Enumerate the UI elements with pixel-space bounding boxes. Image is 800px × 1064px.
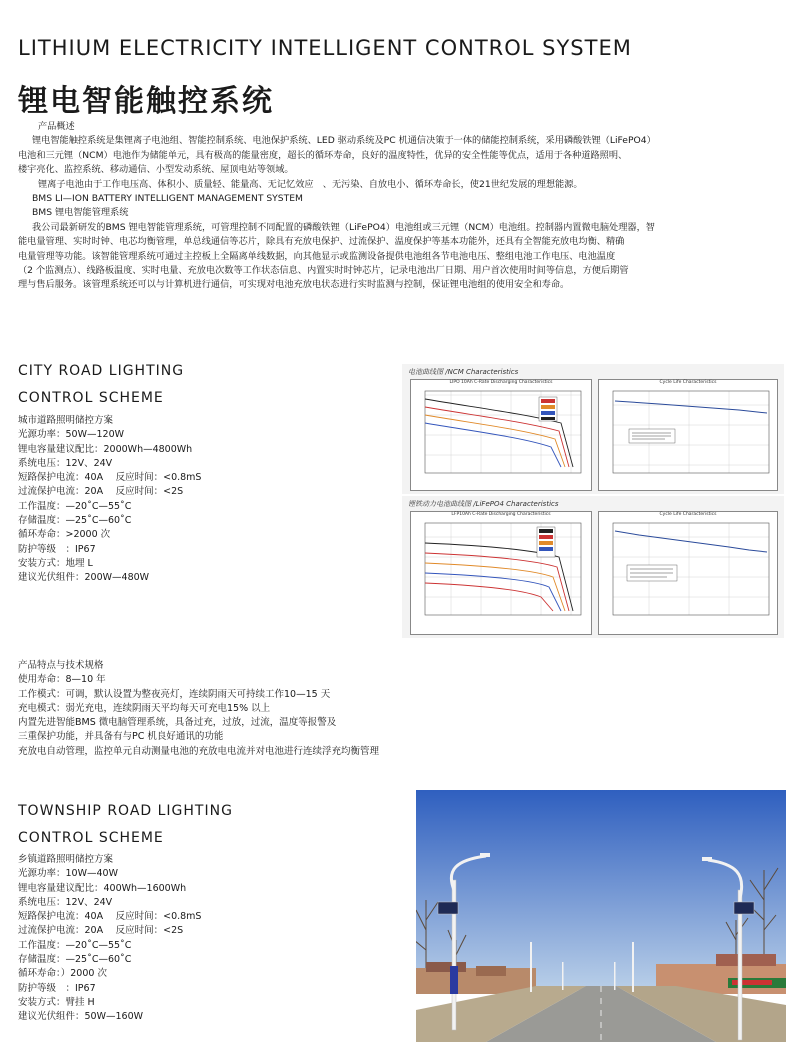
spec-line: 城市道路照明储控方案	[18, 415, 114, 426]
ncm-chart-title: 电池曲线图 /NCM Characteristics	[408, 368, 519, 376]
ncm-discharge-chart	[410, 379, 592, 491]
bms-heading-english: BMS LI—ION BATTERY INTELLIGENT MANAGEMENT SYSTEM	[32, 193, 303, 205]
lfp-cycle-chart	[598, 511, 778, 635]
spec-line: 短路保护电流：40A 反应时间：<0.8mS	[18, 472, 202, 484]
spec-line: 乡镇道路照明储控方案	[18, 854, 114, 865]
spec-line: 循环寿命：）2000 次	[18, 968, 107, 980]
feature-line: 充放电自动管理，监控单元自动测量电池的充放电电流并对电池进行连续浮充均衡管理	[18, 745, 380, 757]
bms-paragraph-line: （2 个监测点）、线路板温度、实时电量、充放电次数等工作状态信息、内置实时时钟芯片，记录电池出厂日期、用户首次使用时间等信息，方便后期管	[18, 265, 629, 277]
spec-line: 锂电容量建议配比：2000Wh—4800Wh	[18, 443, 193, 455]
ncm-cycle-plot	[599, 385, 777, 485]
spec-line: 工作温度：—20˚C—55˚C	[18, 939, 132, 951]
lfp-discharge-caption: LFP10Ah C-Rate Discharging Characteristics	[451, 512, 551, 517]
spec-line: 防护等级 ：IP67	[18, 982, 96, 994]
bms-paragraph-line: 理与售后服务。该管理系统还可以与计算机进行通信，可实现对电池充放电状态进行实时监测与控制，保证锂电池组的使用安全和寿命。	[18, 279, 570, 291]
lfp-chart-panel	[402, 496, 784, 638]
lfp-discharge-chart	[410, 511, 592, 635]
spec-line: 光源功率：10W—40W	[18, 868, 118, 880]
city-heading	[18, 358, 184, 412]
feature-line: 工作模式：可调，默认设置为整夜亮灯，连续阴雨天可持续工作10—15 天	[18, 688, 331, 700]
features-section	[18, 659, 379, 759]
advantages-paragraph: 锂离子电池由于工作电压高、体积小、质量轻、能量高、无记忆效应 、无污染、自放电小、循环寿命长，使21世纪发展的理想能源。	[38, 178, 583, 190]
spec-line: 短路保护电流：40A 反应时间：<0.8mS	[18, 911, 202, 923]
lfp-cycle-caption: Cycle Life Characteristics	[659, 512, 717, 517]
spec-line: 循环寿命：>2000 次	[18, 529, 111, 541]
intro-section	[18, 120, 778, 293]
feature-line: 三重保护功能，并具备有与PC 机良好通讯的功能	[18, 731, 224, 743]
feature-line: 内置先进智能BMS 微电脑管理系统，具备过充，过放，过流，温度等报警及	[18, 717, 337, 729]
city-spec-list	[18, 414, 201, 586]
spec-line: 工作温度：—20˚C—55˚C	[18, 500, 132, 512]
feature-line: 使用寿命：8—10 年	[18, 674, 106, 686]
spec-line: 过流保护电流：20A 反应时间：<2S	[18, 486, 184, 498]
overview-heading: 产品概述	[38, 121, 75, 132]
bms-paragraph-line: 能电量管理、实时时钟、电芯均衡管理，单总线通信等芯片，除具有充放电保护、过流保护、温度保护等基本功能外，还具有全智能充放电均衡、精确	[18, 236, 625, 248]
spec-line: 锂电容量建议配比：400Wh—1600Wh	[18, 882, 187, 894]
city-heading-line2: CONTROL SCHEME	[18, 390, 164, 406]
overview-paragraph-line: 锂电智能触控系统是集锂离子电池组、智能控制系统、电池保护系统、LED 驱动系统及PC 机通信决策于一体的储能控制系统，采用磷酸铁锂（LiFePO4）	[32, 135, 656, 147]
ncm-discharge-plot	[411, 385, 591, 485]
street-scene-illustration	[416, 790, 786, 1042]
bms-heading-chinese: BMS 锂电智能管理系统	[32, 207, 129, 219]
spec-line: 系统电压：12V、24V	[18, 457, 113, 469]
spec-line: 存储温度：—25˚C—60˚C	[18, 954, 132, 966]
spec-line: 安装方式：臂挂 H	[18, 996, 95, 1008]
feature-line: 充电模式：弱光充电，连续阴雨天平均每天可充电15% 以上	[18, 702, 271, 714]
title-chinese: 锂电智能触控系统	[18, 84, 274, 119]
title-english: LITHIUM ELECTRICITY INTELLIGENT CONTROL SYSTEM	[18, 36, 632, 60]
ncm-chart-panel	[402, 364, 784, 494]
spec-line: 存储温度：—25˚C—60˚C	[18, 515, 132, 527]
bms-paragraph-line: 我公司最新研发的BMS 锂电智能管理系统，可管理控制不同配置的磷酸铁锂（LiFePO4）电池组或三元锂（NCM）电池组。控制器内置微电脑处理器，智	[32, 221, 655, 233]
spec-line: 过流保护电流：20A 反应时间：<2S	[18, 925, 184, 937]
spec-line: 建议光伏组件：200W—480W	[18, 572, 150, 584]
spec-line: 安装方式：地埋 L	[18, 557, 93, 569]
features-heading: 产品特点与技术规格	[18, 660, 104, 671]
bms-paragraph-line: 电量管理等功能。该智能管理系统可通过主控板上全隔离单线数据，向其他显示或监测设备提供电池组各节电池电压、整组电池工作电压、电池温度	[18, 250, 616, 262]
township-spec-list	[18, 853, 201, 1025]
spec-line: 光源功率：50W—120W	[18, 429, 125, 441]
spec-line: 系统电压：12V、24V	[18, 896, 113, 908]
township-heading-line2: CONTROL SCHEME	[18, 830, 164, 846]
township-heading-line1: TOWNSHIP ROAD LIGHTING	[18, 803, 233, 819]
lfp-chart-title: 锂铁动力电池曲线图 /LiFePO4 Characteristics	[408, 500, 559, 508]
ncm-discharge-caption: LIPO 10Ah C-Rate Discharging Characteristics	[449, 380, 553, 385]
ncm-cycle-chart	[598, 379, 778, 491]
overview-paragraph-line: 楼宇亮化、监控系统、移动通信、小型发动系统、屋顶电站等领域。	[18, 164, 294, 176]
overview-paragraph-line: 电池和三元锂（NCM）电池作为储能单元，具有极高的能量密度，超长的循环寿命，良好的温度特性，优异的安全性能等优点，适用于各种道路照明、	[18, 149, 628, 161]
township-heading	[18, 798, 233, 852]
lfp-cycle-plot	[599, 517, 777, 629]
city-heading-line1: CITY ROAD LIGHTING	[18, 363, 185, 379]
lfp-discharge-plot	[411, 517, 591, 629]
spec-line: 建议光伏组件：50W—160W	[18, 1011, 144, 1023]
township-street-photo	[416, 790, 786, 1042]
spec-line: 防护等级 ：IP67	[18, 543, 96, 555]
ncm-cycle-caption: Cycle Life Characteristics	[659, 380, 717, 385]
